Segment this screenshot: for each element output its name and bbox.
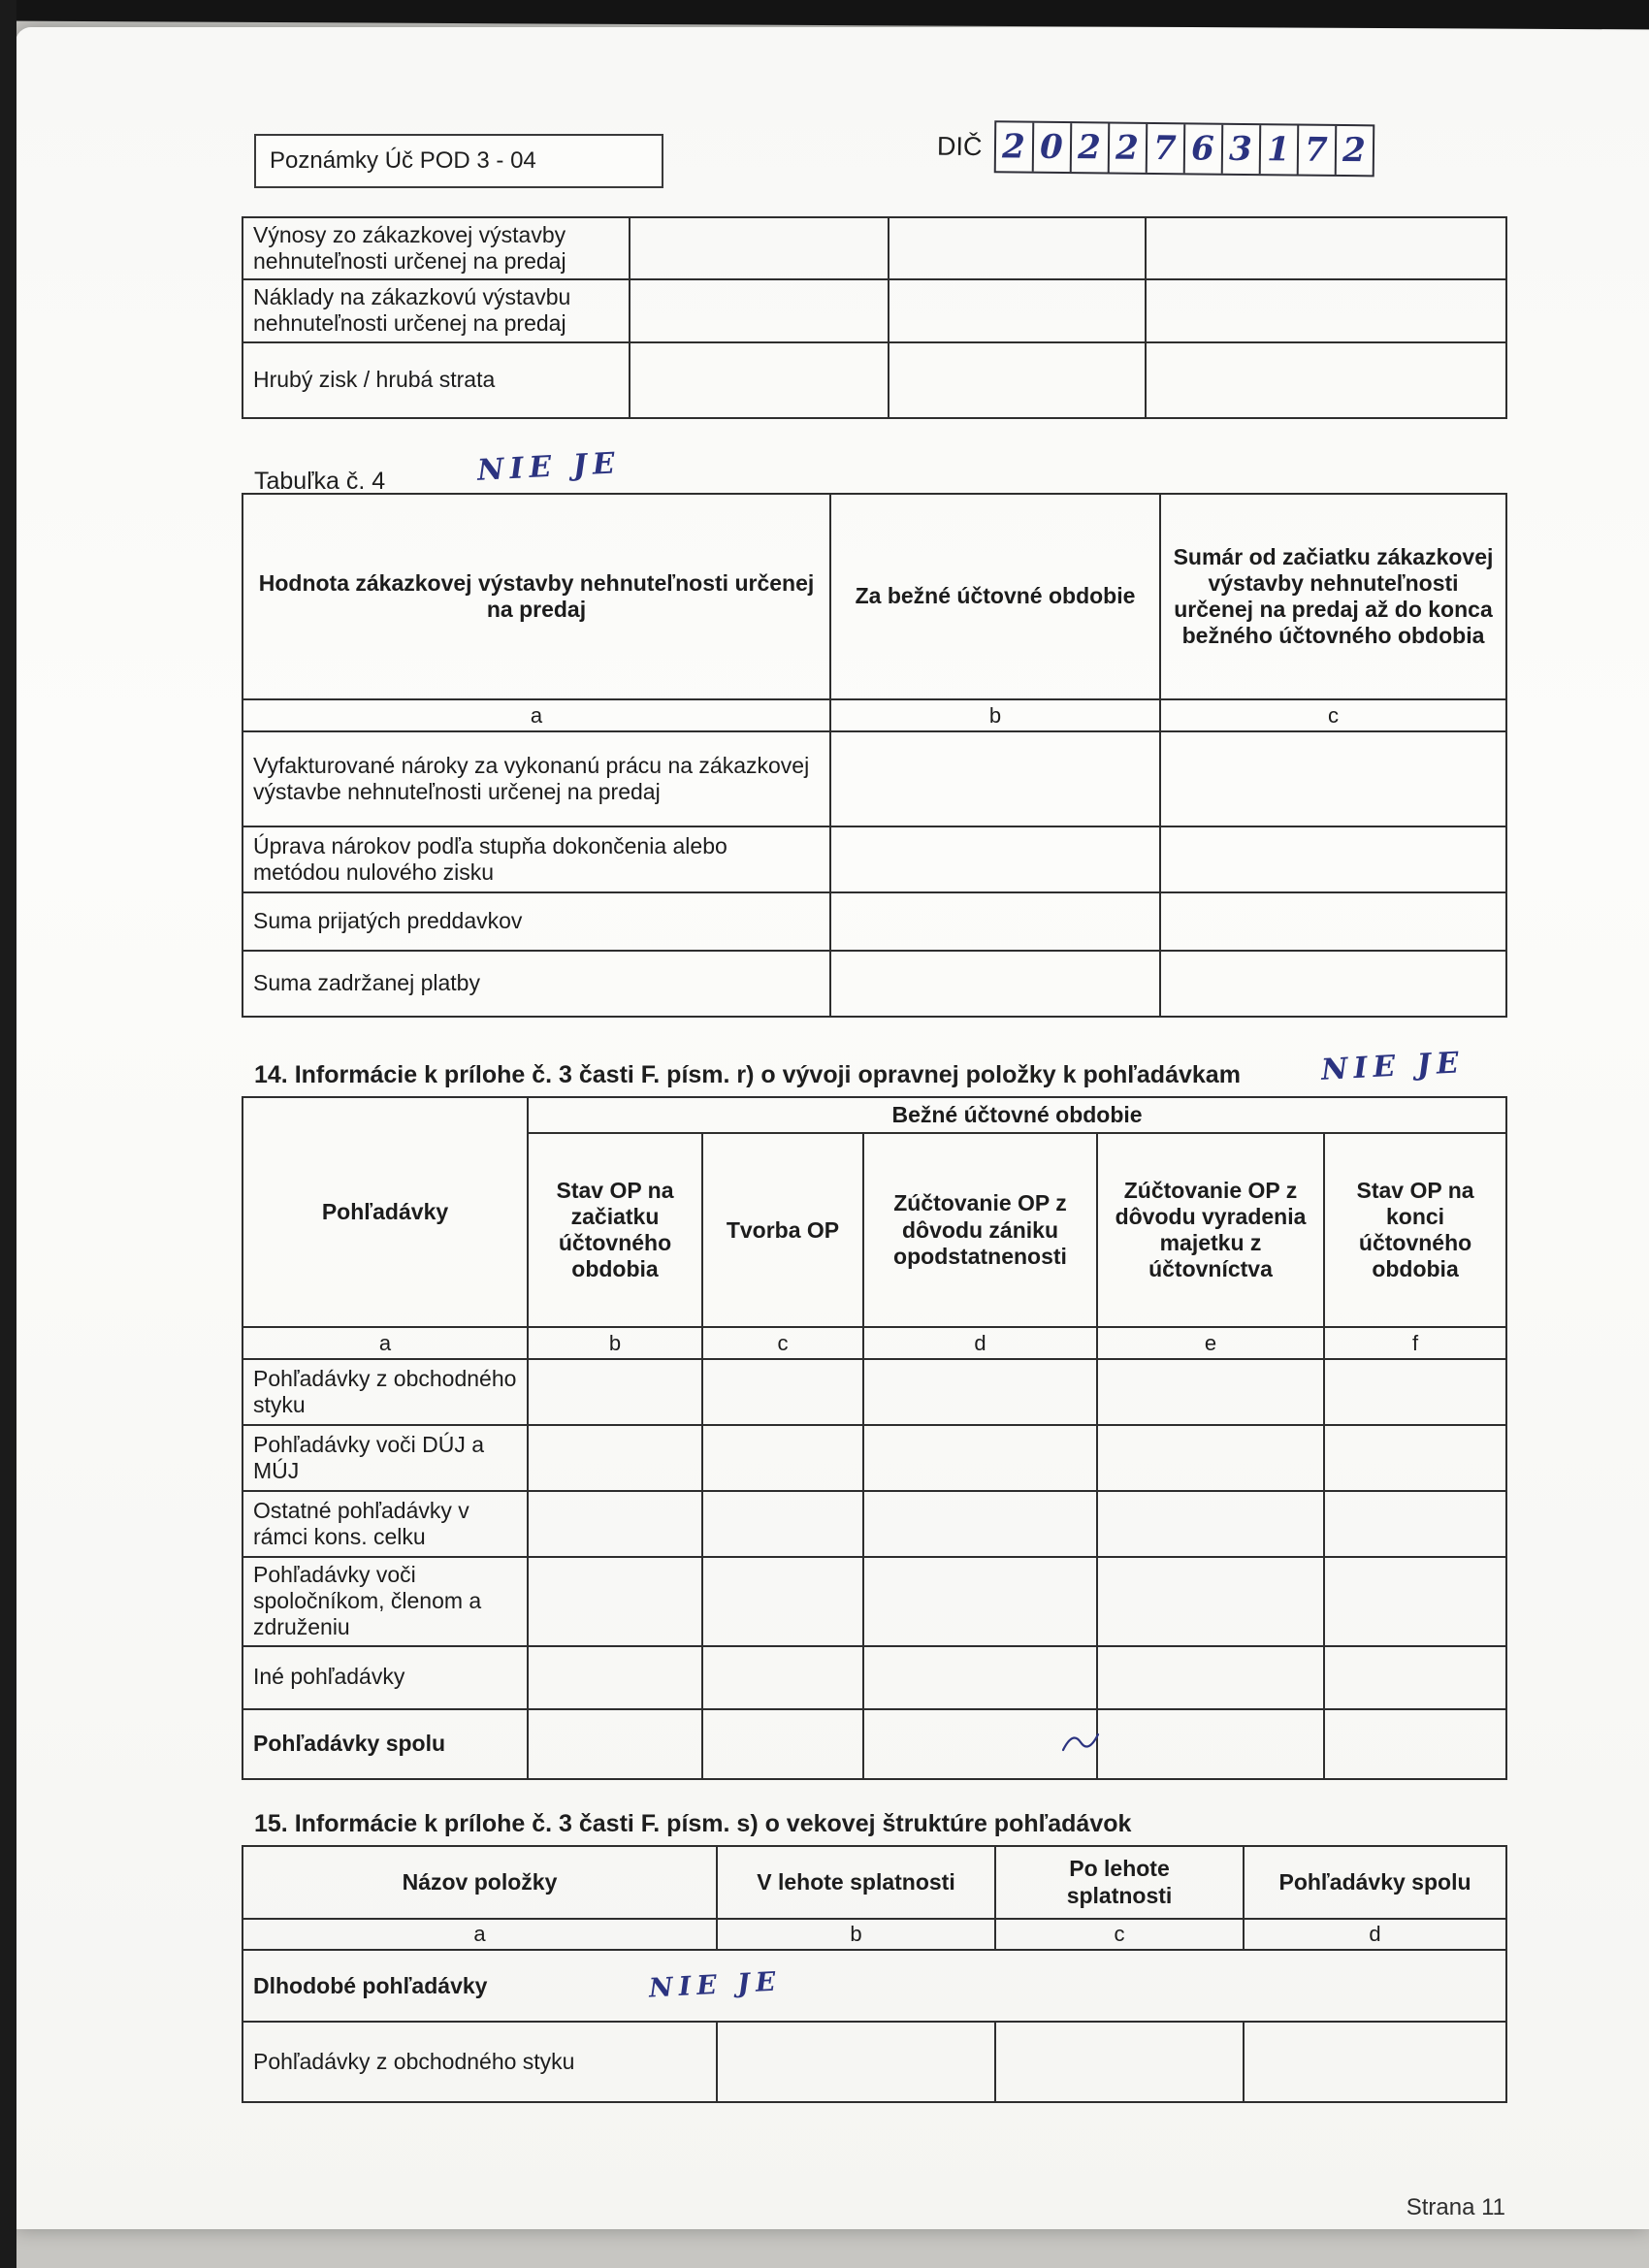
value-cell bbox=[1160, 951, 1506, 1017]
col-header-a: Názov položky bbox=[242, 1846, 717, 1919]
span-header: Bežné účtovné obdobie bbox=[528, 1097, 1506, 1133]
value-cell bbox=[1324, 1359, 1506, 1425]
value-cell bbox=[863, 1491, 1097, 1557]
row-label: Pohľadávky z obchodného styku bbox=[242, 1359, 528, 1425]
value-cell bbox=[889, 342, 1146, 418]
value-cell bbox=[528, 1646, 702, 1709]
row-label: Iné pohľadávky bbox=[242, 1646, 528, 1709]
handwritten-note-nie-je: NIE JE bbox=[648, 1966, 783, 2004]
row-label: Výnosy zo zákazkovej výstavby nehnuteľnosti určenej na predaj bbox=[242, 217, 630, 279]
receivables-age-table bbox=[242, 1845, 1505, 2103]
page-number: Strana 11 bbox=[1406, 2194, 1505, 2220]
value-cell bbox=[1146, 279, 1506, 341]
value-cell bbox=[528, 1425, 702, 1491]
value-cell bbox=[702, 1557, 863, 1645]
row-label: Hrubý zisk / hrubá strata bbox=[242, 342, 630, 418]
dic-digit-box bbox=[995, 122, 1034, 171]
col-header-f: Stav OP na konci účtovného obdobia bbox=[1324, 1133, 1506, 1327]
handwritten-note-nie-je: NIE JE bbox=[476, 446, 622, 488]
col-header-a: Hodnota zákazkovej výstavby nehnuteľnosti určenej na predaj bbox=[242, 494, 830, 699]
row-label: Úprava nárokov podľa stupňa dokončenia alebo metódou nulového zisku bbox=[242, 826, 830, 892]
value-cell bbox=[528, 1359, 702, 1425]
row-label: Vyfakturované nároky za vykonanú prácu na zákazkovej výstavbe nehnuteľnosti určenej na predaj bbox=[242, 731, 830, 826]
dic-digit-boxes bbox=[993, 120, 1374, 177]
value-cell bbox=[528, 1491, 702, 1557]
receivables-provision-table bbox=[242, 1096, 1505, 1780]
col-header-d: Pohľadávky spolu bbox=[1244, 1846, 1506, 1919]
col-header-d: Zúčtovanie OP z dôvodu zániku opodstatnenosti bbox=[863, 1133, 1097, 1327]
row-label: Pohľadávky z obchodného styku bbox=[242, 2022, 717, 2102]
dic-digit-box bbox=[1298, 126, 1337, 175]
value-cell bbox=[1160, 731, 1506, 826]
dic-digit: 0 bbox=[1039, 127, 1064, 167]
dic-field bbox=[937, 120, 1374, 178]
value-cell bbox=[1160, 826, 1506, 892]
value-cell bbox=[717, 2022, 995, 2102]
value-cell bbox=[1160, 892, 1506, 951]
table4-construction-table bbox=[242, 493, 1505, 1018]
row-label: Dlhodobé pohľadávky bbox=[253, 1973, 488, 1999]
value-cell bbox=[1146, 342, 1506, 418]
col-header-c: Po lehote splatnosti bbox=[995, 1846, 1244, 1919]
col-header-b: Za bežné účtovné obdobie bbox=[830, 494, 1160, 699]
value-cell bbox=[1097, 1491, 1324, 1557]
value-cell bbox=[1097, 1359, 1324, 1425]
value-cell bbox=[528, 1709, 702, 1779]
col-header-c: Tvorba OP bbox=[702, 1133, 863, 1327]
value-cell bbox=[830, 826, 1160, 892]
value-cell bbox=[1324, 1557, 1506, 1645]
value-cell bbox=[630, 342, 889, 418]
value-cell bbox=[1097, 1646, 1324, 1709]
dic-digit-box bbox=[1184, 124, 1223, 173]
row-label-group bbox=[242, 1950, 1506, 2022]
value-cell bbox=[702, 1491, 863, 1557]
value-cell bbox=[863, 1646, 1097, 1709]
dic-digit-box bbox=[1222, 125, 1261, 174]
value-cell bbox=[630, 217, 889, 279]
value-cell bbox=[830, 951, 1160, 1017]
col-letter: d bbox=[863, 1327, 1097, 1359]
value-cell bbox=[830, 731, 1160, 826]
value-cell bbox=[889, 217, 1146, 279]
value-cell bbox=[702, 1359, 863, 1425]
value-cell bbox=[702, 1425, 863, 1491]
col-letter: e bbox=[1097, 1327, 1324, 1359]
row-label: Pohľadávky voči DÚJ a MÚJ bbox=[242, 1425, 528, 1491]
col-letter: d bbox=[1244, 1919, 1506, 1950]
value-cell bbox=[1324, 1646, 1506, 1709]
dic-digit: 7 bbox=[1152, 128, 1178, 169]
section14-title: 14. Informácie k prílohe č. 3 časti F. písm. r) o vývoji opravnej položky k pohľadávkam bbox=[254, 1061, 1241, 1088]
dic-digit-box bbox=[1260, 125, 1299, 174]
row-label: Náklady na zákazkovú výstavbu nehnuteľnosti určenej na predaj bbox=[242, 279, 630, 341]
dic-digit-box bbox=[1147, 124, 1185, 173]
row-label: Pohľadávky voči spoločníkom, členom a združeniu bbox=[242, 1557, 528, 1645]
row-label: Suma prijatých preddavkov bbox=[242, 892, 830, 951]
value-cell bbox=[1097, 1557, 1324, 1645]
col-letter: c bbox=[702, 1327, 863, 1359]
col-letter: a bbox=[242, 1327, 528, 1359]
value-cell bbox=[702, 1709, 863, 1779]
value-cell bbox=[995, 2022, 1244, 2102]
form-label-box bbox=[254, 134, 663, 188]
col-header-b: Stav OP na začiatku účtovného obdobia bbox=[528, 1133, 702, 1327]
col-letter: c bbox=[995, 1919, 1244, 1950]
dic-digit: 2 bbox=[1342, 131, 1367, 171]
col-header-b: V lehote splatnosti bbox=[717, 1846, 995, 1919]
value-cell bbox=[863, 1557, 1097, 1645]
value-cell bbox=[1097, 1425, 1324, 1491]
col-header-e: Zúčtovanie OP z dôvodu vyradenia majetku z účtovníctva bbox=[1097, 1133, 1324, 1327]
dic-digit: 6 bbox=[1190, 129, 1215, 169]
value-cell bbox=[630, 279, 889, 341]
col-letter: a bbox=[242, 699, 830, 731]
dic-digit-box bbox=[1109, 124, 1148, 173]
value-cell bbox=[1097, 1709, 1324, 1779]
value-cell bbox=[863, 1359, 1097, 1425]
value-cell bbox=[863, 1425, 1097, 1491]
col-header-a: Pohľadávky bbox=[242, 1097, 528, 1327]
dic-label: DIČ bbox=[936, 131, 983, 161]
gross-profit-table bbox=[242, 216, 1505, 419]
dic-digit: 2 bbox=[1077, 128, 1102, 168]
value-cell bbox=[528, 1557, 702, 1645]
col-letter: b bbox=[830, 699, 1160, 731]
value-cell bbox=[1146, 217, 1506, 279]
form-label: Poznámky Úč POD 3 - 04 bbox=[270, 147, 536, 174]
col-header-c: Sumár od začiatku zákazkovej výstavby nehnuteľnosti určenej na predaj až do konca bežného účtovného obdobia bbox=[1160, 494, 1506, 699]
dic-digit: 2 bbox=[1001, 127, 1026, 167]
dic-digit-box bbox=[1071, 123, 1110, 172]
section15-title: 15. Informácie k prílohe č. 3 časti F. písm. s) o vekovej štruktúre pohľadávok bbox=[254, 1810, 1132, 1837]
handwritten-note-nie-je: NIE JE bbox=[1320, 1046, 1466, 1087]
col-letter: b bbox=[717, 1919, 995, 1950]
value-cell bbox=[1324, 1425, 1506, 1491]
value-cell bbox=[702, 1646, 863, 1709]
col-letter: b bbox=[528, 1327, 702, 1359]
value-cell bbox=[889, 279, 1146, 341]
value-cell bbox=[1244, 2022, 1506, 2102]
dic-digit: 3 bbox=[1228, 129, 1253, 170]
col-letter: c bbox=[1160, 699, 1506, 731]
dic-digit: 7 bbox=[1304, 130, 1329, 170]
value-cell bbox=[830, 892, 1160, 951]
col-letter: f bbox=[1324, 1327, 1506, 1359]
row-label: Suma zadržanej platby bbox=[242, 951, 830, 1017]
col-letter: a bbox=[242, 1919, 717, 1950]
value-cell bbox=[1324, 1709, 1506, 1779]
dic-digit-box bbox=[1033, 123, 1072, 172]
table4-title: Tabuľka č. 4 bbox=[254, 468, 386, 495]
stray-pen-mark bbox=[1059, 1729, 1100, 1761]
dic-digit: 1 bbox=[1266, 130, 1291, 170]
value-cell bbox=[1324, 1491, 1506, 1557]
dic-digit-box bbox=[1336, 126, 1373, 175]
dic-digit: 2 bbox=[1115, 128, 1140, 168]
row-label-total: Pohľadávky spolu bbox=[242, 1709, 528, 1779]
row-label: Ostatné pohľadávky v rámci kons. celku bbox=[242, 1491, 528, 1557]
